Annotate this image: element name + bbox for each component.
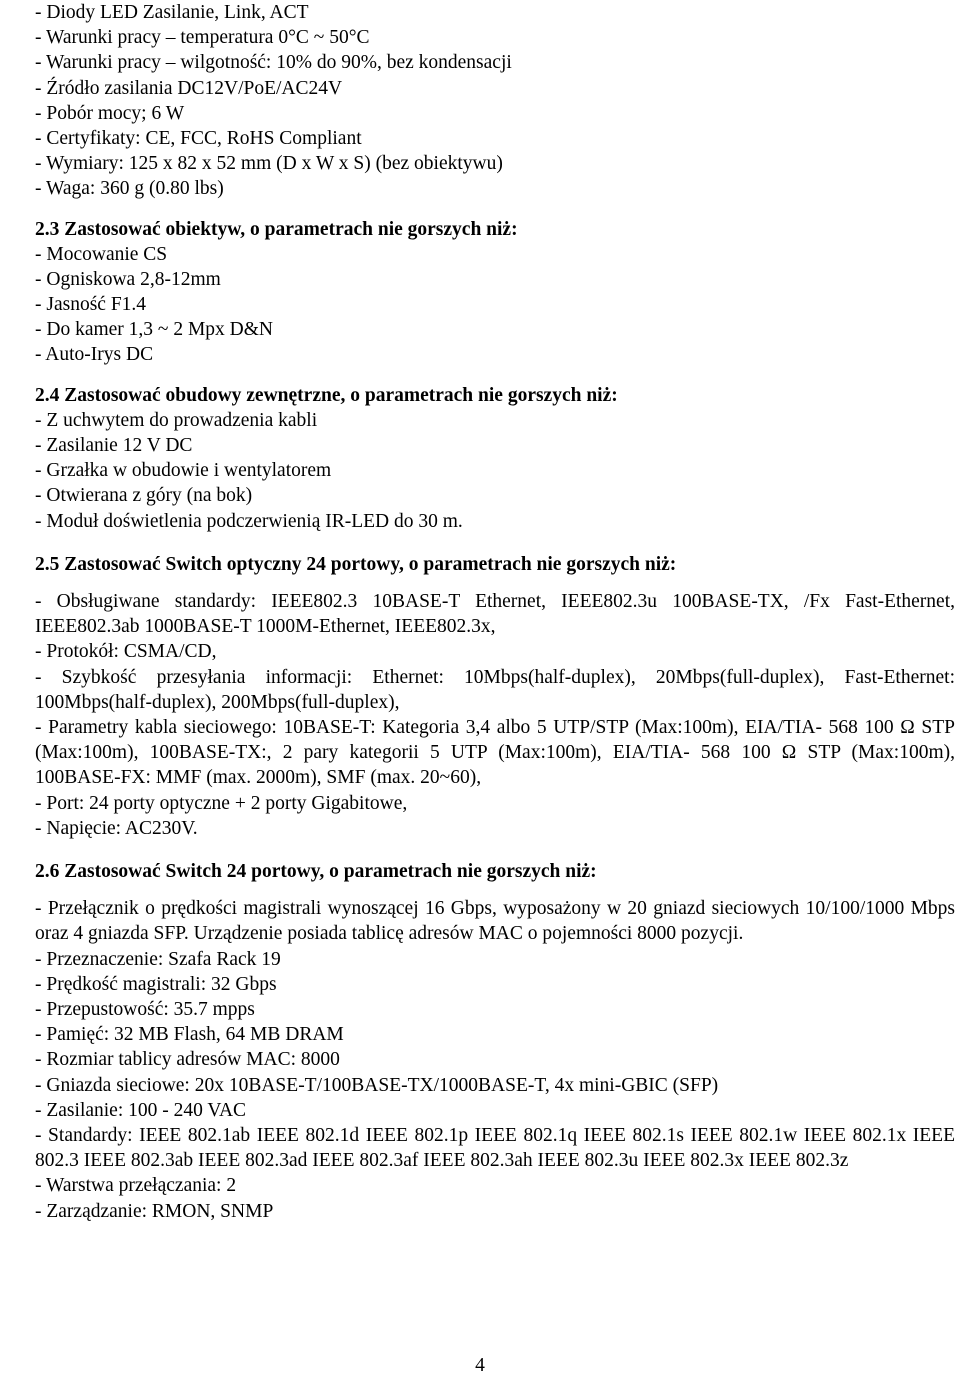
section-2-5: [35, 552, 955, 841]
list-item: - Wymiary: 125 x 82 x 52 mm (D x W x S) (bez obiektywu): [35, 153, 503, 175]
list-item: - Warunki pracy – wilgotność: 10% do 90%, bez kondensacji: [35, 52, 512, 74]
list-item: - Z uchwytem do prowadzenia kabli: [35, 409, 318, 431]
spec-paragraph: - Szybkość przesyłania informacji: Ethernet: 10Mbps(half-duplex), 20Mbps(full-duplex), Fast-Ethernet: 100Mbps(half-duplex), 200Mbps(full-duplex),: [35, 666, 955, 713]
spec-paragraph: - Protokół: CSMA/CD,: [35, 641, 217, 663]
spec-paragraph: - Przełącznik o prędkości magistrali wynoszącej 16 Gbps, wyposażony w 20 gniazd sieciowych 10/100/1000 Mbps oraz 4 gniazda SFP. Urządzenie posiada tablicę adresów MAC o pojemności 8000 pozycji.: [35, 898, 955, 945]
spec-paragraph: - Parametry kabla sieciowego: 10BASE-T: Kategoria 3,4 albo 5 UTP/STP (Max:100m), EIA/TIA- 568 100 Ω STP (Max:100m), 100BASE-TX:, 2 pary kategorii 5 UTP (Max:100m), EIA/TIA- 568 100 Ω STP (Max:100m), 100BASE-FX: MMF (max. 2000m), SMF (max. 20~60),: [35, 716, 955, 789]
spec-paragraph: - Zasilanie: 100 - 240 VAC: [35, 1099, 247, 1121]
list-item: - Pobór mocy; 6 W: [35, 102, 185, 124]
list-item: - Moduł doświetlenia podczerwienią IR-LED do 30 m.: [35, 510, 463, 532]
list-item: - Grzałka w obudowie i wentylatorem: [35, 460, 332, 482]
document-page: [35, 0, 955, 1224]
spec-paragraph: - Obsługiwane standardy: IEEE802.3 10BASE-T Ethernet, IEEE802.3u 100BASE-TX, /Fx Fast-Ethernet, IEEE802.3ab 1000BASE-T 1000M-Ethernet, IEEE802.3x,: [35, 590, 955, 638]
list-item: - Waga: 360 g (0.80 lbs): [35, 178, 224, 200]
section-2-6: [35, 859, 955, 1224]
list-item: - Diody LED Zasilanie, Link, ACT: [35, 2, 309, 23]
spec-paragraph: - Port: 24 porty optyczne + 2 porty Gigabitowe,: [35, 792, 408, 814]
spec-paragraph: - Standardy: IEEE 802.1ab IEEE 802.1d IEEE 802.1p IEEE 802.1q IEEE 802.1s IEEE 802.1w IEEE 802.1x IEEE 802.3 IEEE 802.3ab IEEE 802.3ad IEEE 802.3af IEEE 802.3ah IEEE 802.3u IEEE 802.3x IEEE 802.3z: [35, 1124, 955, 1172]
section-heading: 2.4 Zastosować obudowy zewnętrzne, o parametrach nie gorszych niż:: [35, 384, 618, 406]
spec-paragraph: - Gniazda sieciowe: 20x 10BASE-T/100BASE-TX/1000BASE-T, 4x mini-GBIC (SFP): [35, 1074, 719, 1096]
spec-paragraph: - Pamięć: 32 MB Flash, 64 MB DRAM: [35, 1024, 344, 1046]
spec-paragraph: - Warstwa przełączania: 2: [35, 1175, 237, 1197]
list-item: - Mocowanie CS: [35, 243, 168, 265]
spec-paragraph: - Przepustowość: 35.7 mpps: [35, 998, 255, 1020]
list-item: - Warunki pracy – temperatura 0°C ~ 50°C: [35, 27, 370, 49]
spec-list-camera: [35, 0, 955, 202]
list-item: - Źródło zasilania DC12V/PoE/AC24V: [35, 77, 343, 99]
spec-paragraph: - Przeznaczenie: Szafa Rack 19: [35, 948, 281, 970]
spec-paragraph: - Prędkość magistrali: 32 Gbps: [35, 973, 277, 995]
spec-paragraph: - Zarządzanie: RMON, SNMP: [35, 1200, 274, 1222]
section-2-3: [35, 217, 955, 368]
list-item: - Zasilanie 12 V DC: [35, 435, 193, 456]
list-item: - Otwierana z góry (na bok): [35, 485, 253, 507]
page-number: 4: [475, 1355, 485, 1376]
spec-paragraph: - Rozmiar tablicy adresów MAC: 8000: [35, 1049, 340, 1071]
section-heading: 2.3 Zastosować obiektyw, o parametrach nie gorszych niż:: [35, 218, 518, 240]
list-item: - Auto-Irys DC: [35, 344, 154, 366]
list-item: - Ogniskowa 2,8-12mm: [35, 268, 221, 290]
section-2-4: [35, 383, 955, 534]
spec-paragraph: - Napięcie: AC230V.: [35, 817, 198, 839]
list-item: - Do kamer 1,3 ~ 2 Mpx D&N: [35, 319, 274, 341]
list-item: - Certyfikaty: CE, FCC, RoHS Compliant: [35, 127, 362, 149]
section-heading: 2.6 Zastosować Switch 24 portowy, o parametrach nie gorszych niż:: [35, 860, 597, 882]
list-item: - Jasność F1.4: [35, 294, 147, 316]
section-heading: 2.5 Zastosować Switch optyczny 24 portowy, o parametrach nie gorszych niż:: [35, 553, 677, 575]
